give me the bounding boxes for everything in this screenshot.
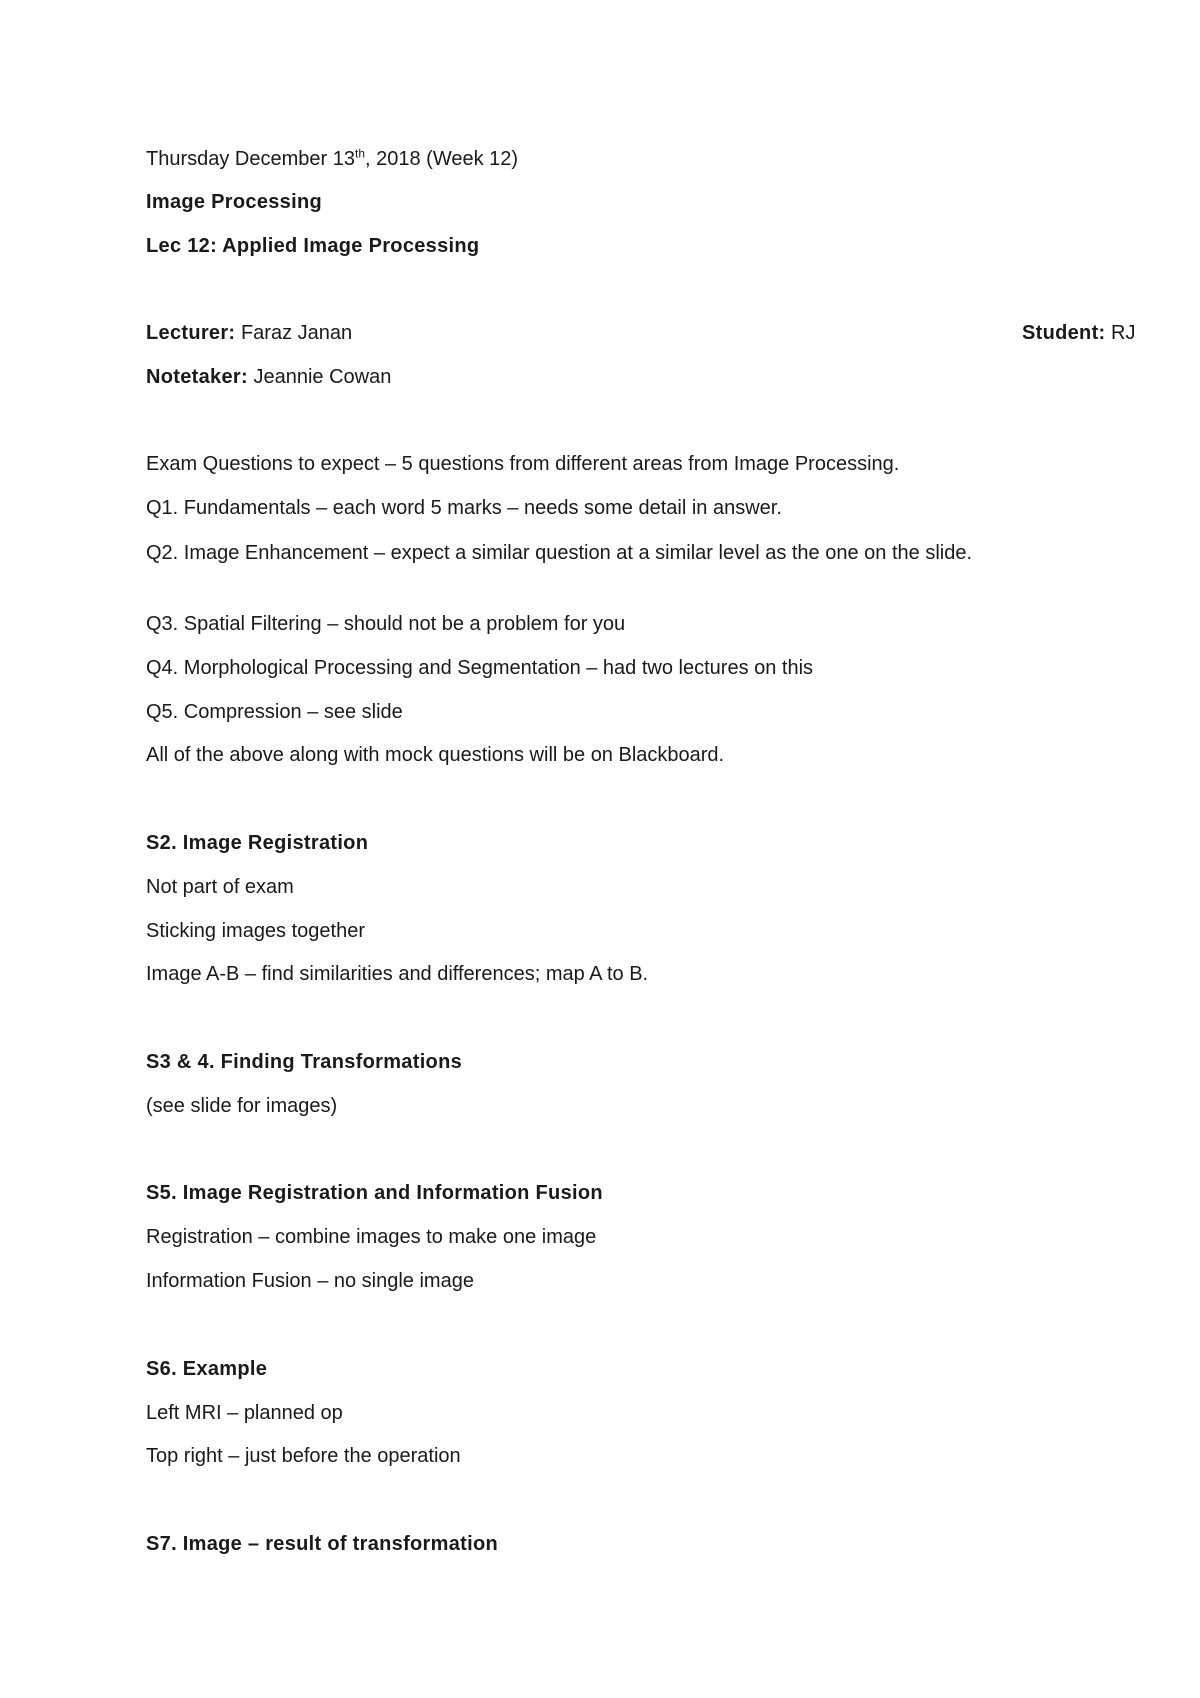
exam-q5: Q5. Compression – see slide [146, 701, 403, 723]
exam-q2: Q2. Image Enhancement – expect a similar question at a similar level as the one on the slide. [146, 542, 973, 564]
s34-line-1: (see slide for images) [146, 1095, 338, 1117]
lecturer-line [146, 320, 1136, 346]
s2-line-3: Image A-B – find similarities and differences; map A to B. [146, 963, 649, 985]
exam-q3: Q3. Spatial Filtering – should not be a problem for you [146, 613, 626, 635]
s6-line-2: Top right – just before the operation [146, 1445, 461, 1467]
lecturer-label: Lecturer: [146, 322, 236, 344]
date-line [146, 146, 518, 172]
notetaker-label: Notetaker: [146, 366, 248, 388]
student-label: Student: [1022, 322, 1106, 344]
student-name: RJ [1105, 322, 1136, 344]
student-info [1022, 320, 1136, 346]
exam-q4: Q4. Morphological Processing and Segmentation – had two lectures on this [146, 657, 814, 679]
date-year: , 2018 (Week 12) [365, 148, 519, 170]
s2-line-2: Sticking images together [146, 920, 366, 942]
exam-q1: Q1. Fundamentals – each word 5 marks – needs some detail in answer. [146, 497, 782, 519]
s5-line-1: Registration – combine images to make one image [146, 1226, 597, 1248]
exam-note: All of the above along with mock questions will be on Blackboard. [146, 744, 725, 766]
notetaker-line [146, 364, 391, 390]
notetaker-name: Jeannie Cowan [247, 366, 392, 388]
lecture-title: Lec 12: Applied Image Processing [146, 235, 480, 257]
course-title: Image Processing [146, 191, 322, 213]
date-text: Thursday December 13 [146, 148, 355, 170]
s2-heading: S2. Image Registration [146, 832, 369, 854]
s7-heading: S7. Image – result of transformation [146, 1533, 498, 1555]
date-ordinal: th [354, 146, 365, 161]
s5-line-2: Information Fusion – no single image [146, 1270, 474, 1292]
s34-heading: S3 & 4. Finding Transformations [146, 1051, 463, 1073]
s6-heading: S6. Example [146, 1358, 268, 1380]
s6-line-1: Left MRI – planned op [146, 1402, 343, 1424]
s5-heading: S5. Image Registration and Information Fusion [146, 1182, 603, 1204]
lecturer-name: Faraz Janan [235, 322, 353, 344]
s2-line-1: Not part of exam [146, 876, 294, 898]
exam-intro: Exam Questions to expect – 5 questions from different areas from Image Processing. [146, 453, 900, 475]
